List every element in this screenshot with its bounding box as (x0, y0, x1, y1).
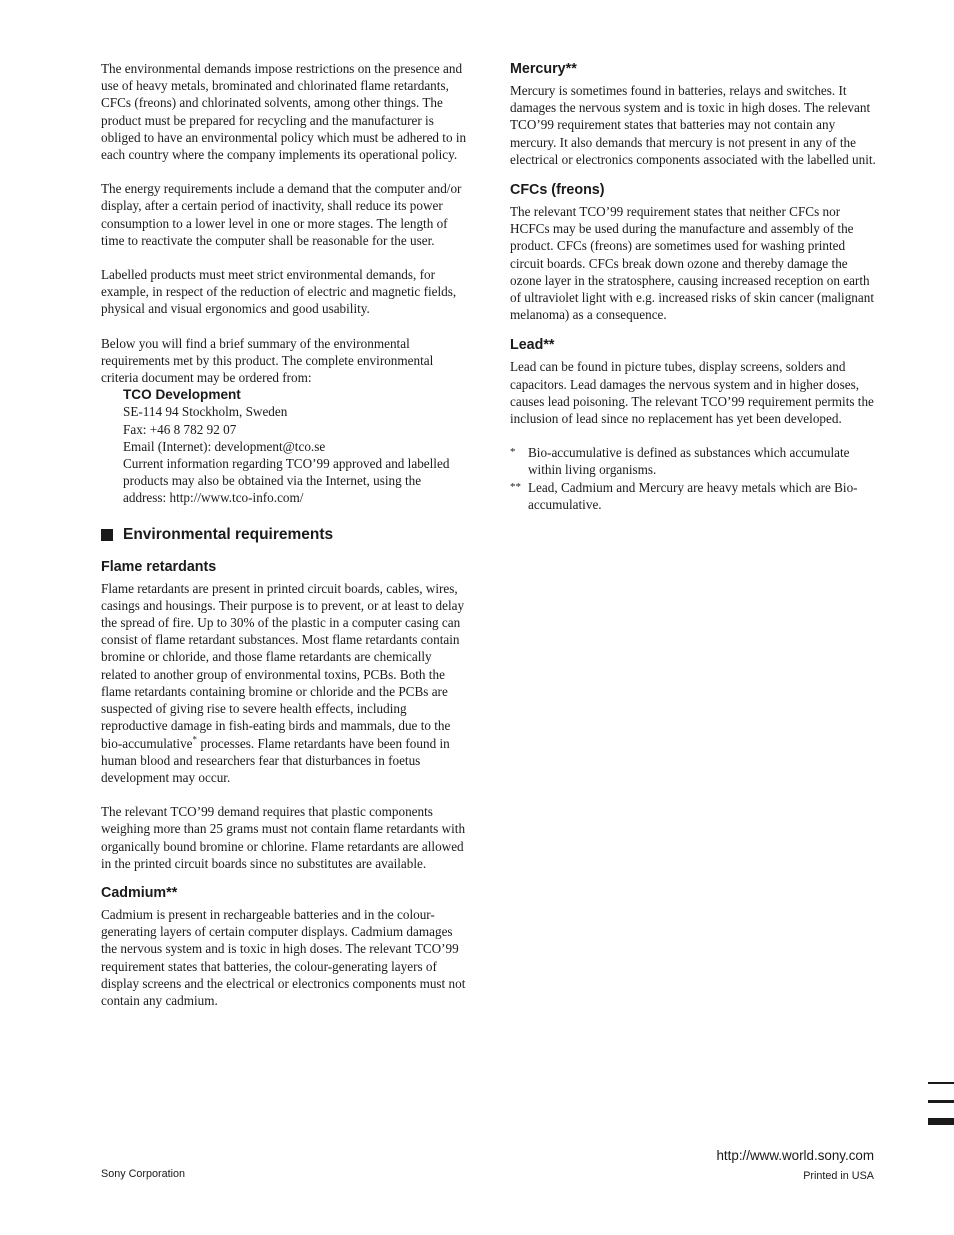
intro-paragraph-1: The environmental demands impose restrictions on the presence and use of heavy metals, brominated and chlorinated flame retardants, CFCs (freons) and chlorinated solvents, among other things. The product must be prepared for recycling and the manufacturer is obliged to have an environmental policy which must be adhered to in each country where the company implements its operational policy. (101, 61, 467, 163)
left-column (101, 60, 467, 1009)
mercury-heading: Mercury** (510, 61, 577, 77)
footer-printed: Printed in USA (803, 1170, 874, 1182)
footnote-item (510, 444, 876, 478)
flame-retardants-paragraph-1: Flame retardants are present in printed circuit boards, cables, wires, casings and housings. Their purpose is to prevent, or at least to delay the spread of fire. Up to 30% of the plastic in a computer casing can consist of flame retardant substances. Most flame retardants contain bromine or chloride, and those flame retardants are chemically related to another group of environmental toxins, PCBs. Both the flame retardants containing bromine or chloride and the PCBs are suspected of giving rise to severe health effects, including reproductive damage in fish-eating birds and mammals, due to the bio-accumulative* processes. Flame retardants have been found in human blood and researchers fear that disturbances in foetus development may occur. (101, 580, 465, 785)
square-bullet-icon (101, 529, 113, 541)
intro-paragraph-2: The energy requirements include a demand that the computer and/or display, after a certain period of inactivity, shall reduce its power consumption to a lower level in one or more stages. The length of time to reactivate the computer shall be reasonable for the user. (101, 181, 462, 248)
edge-index-mark (928, 1082, 954, 1084)
tco-address-block (123, 386, 467, 506)
footer-url: http://www.world.sony.com (716, 1148, 874, 1163)
footnote-text: Bio-accumulative is defined as substances which accumulate within living organisms. (528, 445, 850, 478)
lead-heading: Lead** (510, 337, 555, 354)
env-requirements-title: Environmental requirements (123, 525, 334, 543)
footer-corporation: Sony Corporation (101, 1168, 186, 1180)
cadmium-paragraph: Cadmium is present in rechargeable batteries and in the colour-generating layers of certain computer displays. Cadmium damages the nervous system and is toxic in high doses. The relevant TCO’99 requirement states that batteries, the colour-generating layers of display screens and the electrical or electronics components must not contain any cadmium. (101, 906, 466, 1008)
footnote-reference: * (192, 734, 198, 745)
tco-address-line: SE-114 94 Stockholm, Sweden (123, 404, 288, 420)
flame-retardants-paragraph-2: The relevant TCO’99 demand requires that plastic components weighing more than 25 grams must not contain flame retardants with organically bound bromine or chlorine. Flame retardants are allowed in the printed circuit boards since no substitutes are available. (101, 804, 466, 871)
cfcs-heading: CFCs (freons) (510, 182, 605, 199)
footnote-mark: ** (510, 480, 521, 493)
lead-paragraph: Lead can be found in picture tubes, display screens, solders and capacitors. Lead damages the nervous system and in higher doses, causes lead poisoning. The relevant TCO’99 requirement permits the inclusion of lead since no replacement has yet been developed. (510, 359, 874, 427)
cadmium-heading: Cadmium** (101, 884, 178, 901)
intro-paragraph-4: Below you will find a brief summary of the environmental requirements met by this product. The complete environmental criteria document may be ordered from: (101, 335, 434, 386)
footnote-mark: * (510, 446, 516, 459)
cfcs-paragraph: The relevant TCO’99 requirement states that neither CFCs nor HCFCs may be used during the manufacture and assembly of the product. CFCs (freons) are sometimes used for washing printed circuit boards. CFCs break down ozone and thereby damage the ozone layer in the stratosphere, causing increased reception on earth of ultraviolet light with e.g. increased risks of skin cancer (malignant melanoma) as a consequence. (510, 204, 875, 323)
tco-info: Current information regarding TCO’99 approved and labelled products may also be obtained via the Internet, using the address: http://www.tco-info.com/ (123, 456, 450, 506)
footnotes (510, 444, 876, 513)
intro-paragraph-3: Labelled products must meet strict environmental demands, for example, in respect of the reduction of electric and magnetic fields, physical and visual ergonomics and good usability. (101, 267, 457, 317)
edge-index-mark (928, 1100, 954, 1103)
flame-retardants-heading: Flame retardants (101, 558, 217, 575)
footnote-text: Lead, Cadmium and Mercury are heavy metals which are Bio-accumulative. (528, 479, 858, 512)
env-requirements-heading (101, 525, 467, 545)
tco-email: Email (Internet): development@tco.se (123, 438, 326, 454)
right-column (510, 60, 876, 513)
footnote-item (510, 479, 876, 513)
edge-index-mark (928, 1118, 954, 1125)
tco-fax: Fax: +46 8 782 92 07 (123, 421, 237, 437)
mercury-paragraph: Mercury is sometimes found in batteries, relays and switches. It damages the nervous system and is toxic in high doses. The relevant TCO’99 requirement states that batteries may not contain any mercury. It also demands that mercury is not present in any of the electrical or electronics components associated with the labelled unit. (510, 83, 876, 167)
tco-org-name: TCO Development (123, 387, 241, 403)
